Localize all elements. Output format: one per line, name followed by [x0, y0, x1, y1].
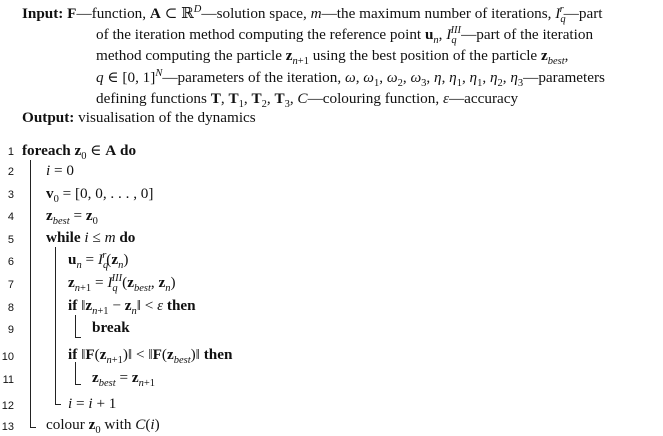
line-number: 7: [7, 279, 14, 291]
code-line-5: while i ≤ m do: [46, 229, 136, 246]
line-number: 12: [1, 400, 14, 412]
keyword-if: if: [68, 297, 78, 314]
keyword-if: if: [68, 346, 78, 363]
input-line-5: defining functions T, $T_1$, $T_2$, $T_3$, C—colouring function, ε—accuracy: [96, 89, 519, 110]
input-line-4: q ∈ [0, 1]$^N$—parameters of the iteration, ω, $\omega_1$, $\omega_2$, $\omega_3$, η, $\eta_1$, $\eta_1$, $\eta_2$, $\eta_3—parameters$: [96, 67, 605, 89]
line-number: 9: [7, 324, 14, 336]
code-line-10: if $‖F(z_{n+1})‖$ < $‖F(z_{best})‖$ then: [68, 346, 233, 367]
code-line-2: i = 0: [46, 162, 74, 179]
line-number: 2: [7, 166, 14, 178]
keyword-do: do: [119, 229, 136, 246]
line-number: 3: [7, 189, 14, 201]
input-line-1: Input: F—function, A ⊂ ℝ$^D$—solution space, m—the maximum number of iterations, $I_q^r—part$: [22, 3, 603, 26]
keyword-do: do: [120, 142, 137, 159]
line-number: 4: [7, 211, 14, 223]
if1-block-end: [75, 337, 81, 338]
algorithm-output: [22, 107, 256, 128]
code-line-13: colour $z_0$ with C(i): [46, 416, 160, 436]
output-text: visualisation of the dynamics: [78, 109, 256, 126]
code-line-3: $v_0 = [0$, 0, . . . , 0]: [46, 185, 154, 206]
algorithm-input: [22, 3, 652, 109]
input-label: Input:: [22, 5, 64, 22]
input-line-2: of the iteration method computing the reference point $u_n$, $I_q^{III}—part$ of the iteration: [96, 25, 594, 47]
input-line-3: method computing the particle $z_{n+1}$ using the best position of the particle $z_{best}$,: [96, 47, 569, 68]
code-line-11: $z_{best} = z_{n+1}$: [92, 369, 156, 390]
line-number: 8: [7, 302, 14, 314]
if2-block-rule: [75, 362, 76, 384]
line-number: 5: [7, 234, 14, 246]
code-line-4: $z_{best} = z_0$: [46, 207, 98, 228]
while-block-end: [55, 404, 61, 405]
keyword-then: then: [203, 346, 233, 363]
if1-block-rule: [75, 315, 76, 337]
keyword-break: break: [92, 319, 130, 336]
keyword-foreach: foreach: [22, 142, 71, 159]
while-block-rule: [55, 247, 56, 404]
keyword-while: while: [46, 229, 81, 246]
code-line-7: $z_{n+1} = I_q^{III}(z_{best}$, $z_n$): [68, 272, 176, 295]
line-number: 13: [1, 421, 14, 433]
code-line-12: i = i + 1: [68, 395, 117, 412]
code-line-9: [92, 319, 130, 337]
foreach-block-end: [30, 427, 36, 428]
line-number: 6: [7, 256, 14, 268]
code-line-8: if $‖z_{n+1}$ − $z_n‖ < \varepsilon$ then: [68, 297, 196, 318]
foreach-block-rule: [30, 160, 31, 427]
output-label: Output:: [22, 109, 75, 126]
line-number: 10: [1, 351, 14, 363]
code-line-1: foreach $z_0$ ∈ A do: [22, 142, 137, 163]
code-line-6: $u_n = I_q^r(z_n)$: [68, 249, 129, 272]
line-number: 11: [2, 374, 14, 386]
line-number: 1: [7, 146, 14, 158]
if2-block-end: [75, 384, 81, 385]
keyword-then: then: [166, 297, 196, 314]
